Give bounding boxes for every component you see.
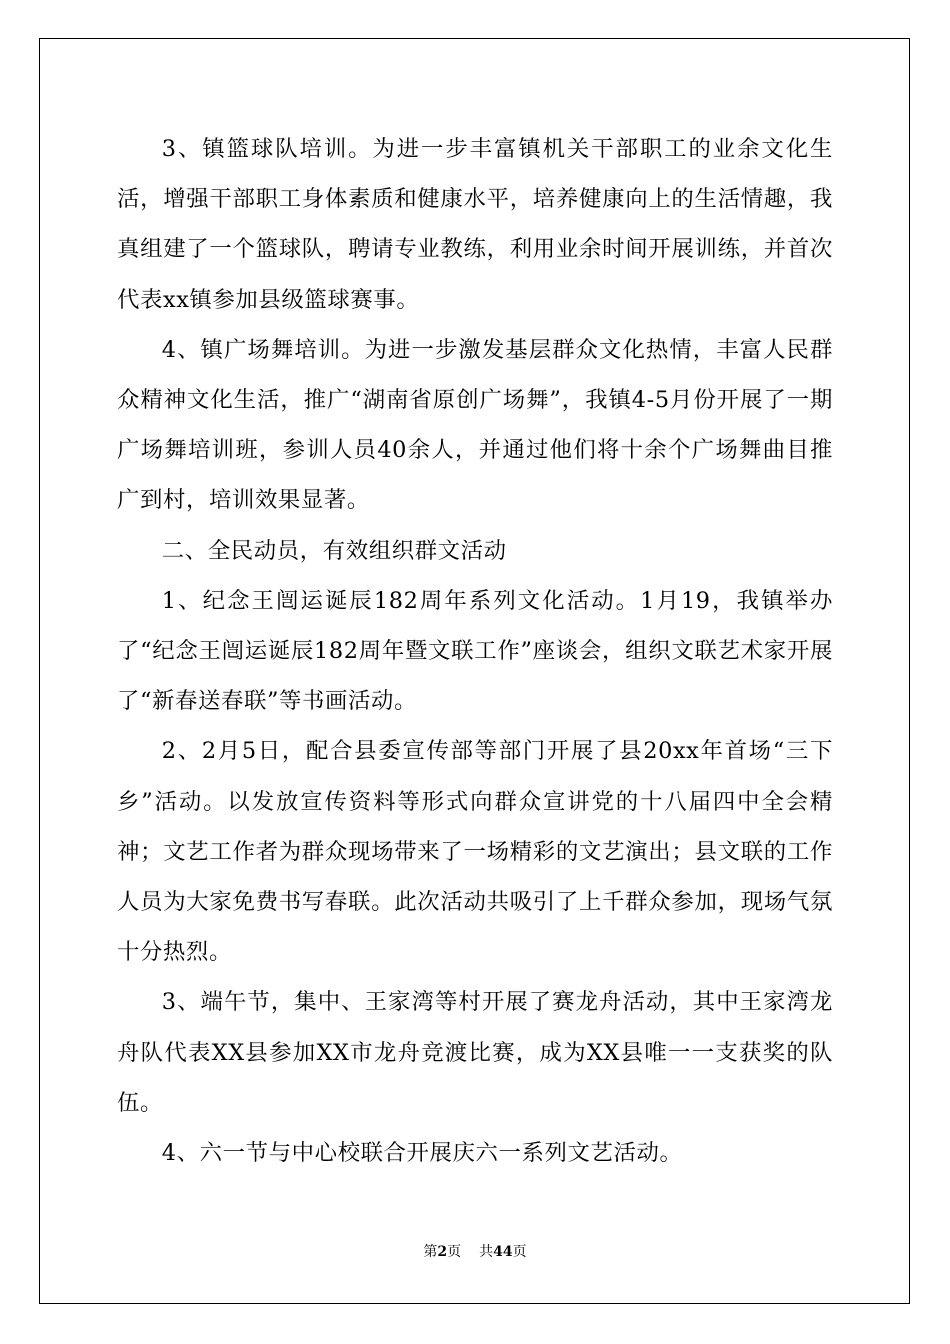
paragraph-childrens-day: 4、六一节与中心校联合开展庆六一系列文艺活动。 <box>161 1140 683 1167</box>
total-suffix: 页 <box>512 1244 527 1260</box>
paragraph-square-dance-training: 4、镇广场舞培训。为进一步激发基层群众文化热情，丰富人民群众精神文化生活，推广“湖南省原创广场舞”，我镇4-5月份开展了一期广场舞培训班，参训人员40余人，并通过他们将十余个广场舞曲目推广到村，培训效果显著。 <box>117 336 833 514</box>
page-prefix: 第 <box>423 1244 438 1260</box>
total-pages: 44 <box>493 1244 513 1260</box>
total-prefix: 共 <box>479 1244 494 1260</box>
section-heading-mass-activities: 二、全民动员，有效组织群文活动 <box>161 537 507 564</box>
page-footer <box>0 1243 950 1261</box>
page-number: 2 <box>437 1244 448 1260</box>
paragraph-three-to-countryside: 2、2月5日，配合县委宣传部等部门开展了县20xx年首场“三下乡”活动。以发放宣传资料等形式向群众宣讲党的十八届四中全会精神；文艺工作者为群众现场带来了一场精彩的文艺演出；县文联的工作人员为大家免费书写春联。此次活动共吸引了上千群众参加，现场气氛十分热烈。 <box>117 738 833 966</box>
paragraph-dragon-boat: 3、端午节，集中、王家湾等村开展了赛龙舟活动，其中王家湾龙舟队代表XX县参加XX市龙舟竞渡比赛，成为XX县唯一一支获奖的队伍。 <box>117 989 833 1116</box>
paragraph-wang-kaiyun-anniversary: 1、纪念王闿运诞辰182周年系列文化活动。1月19，我镇举办了“纪念王闿运诞辰182周年暨文联工作”座谈会，组织文联艺术家开展了“新春送春联”等书画活动。 <box>117 587 833 715</box>
document-body <box>117 124 833 1178</box>
page-suffix: 页 <box>447 1244 462 1260</box>
paragraph-basketball-training: 3、镇篮球队培训。为进一步丰富镇机关干部职工的业余文化生活，增强干部职工身体素质和健康水平，培养健康向上的生活情趣，我真组建了一个篮球队，聘请专业教练，利用业余时间开展训练，并首次代表xx镇参加县级篮球赛事。 <box>117 136 833 313</box>
